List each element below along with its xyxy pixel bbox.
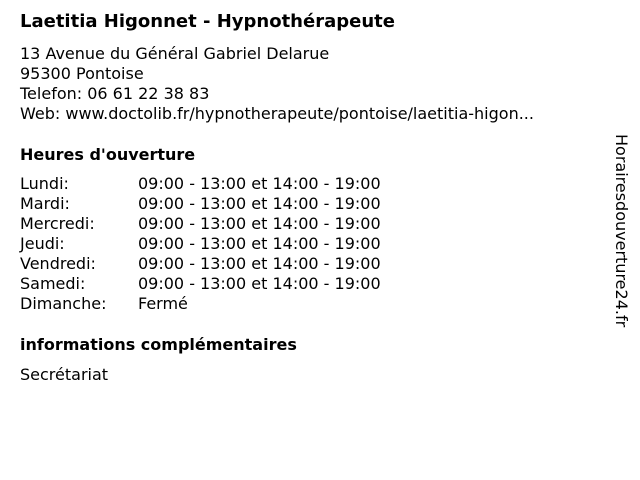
day-label: Dimanche: (20, 294, 107, 313)
time-range: 09:00 - 13:00 et 14:00 - 19:00 (138, 234, 381, 253)
day-label: Jeudi: (20, 234, 65, 253)
time-range: 09:00 - 13:00 et 14:00 - 19:00 (138, 254, 381, 273)
time-range: 09:00 - 13:00 et 14:00 - 19:00 (138, 194, 381, 213)
page-title: Laetitia Higonnet - Hypnothérapeute (20, 11, 395, 32)
day-label: Lundi: (20, 174, 69, 193)
day-label: Samedi: (20, 274, 86, 293)
additional-info-heading: informations complémentaires (20, 335, 297, 354)
hours-row-saturday (20, 274, 440, 294)
street-address: 13 Avenue du Général Gabriel Delarue (20, 44, 330, 63)
additional-info-text: Secrétariat (20, 365, 109, 384)
opening-hours-list (20, 174, 440, 314)
site-watermark: Horairesdouverture24.fr (612, 134, 631, 328)
hours-row-thursday (20, 234, 440, 254)
opening-hours-heading: Heures d'ouverture (20, 145, 196, 164)
hours-row-friday (20, 254, 440, 274)
hours-row-tuesday (20, 194, 440, 214)
city: 95300 Pontoise (20, 64, 144, 83)
hours-row-wednesday (20, 214, 440, 234)
day-label: Mardi: (20, 194, 70, 213)
day-label: Mercredi: (20, 214, 95, 233)
hours-row-monday (20, 174, 440, 194)
hours-row-sunday (20, 294, 440, 314)
website: Web: www.doctolib.fr/hypnotherapeute/pontoise/laetitia-higon... (20, 104, 534, 123)
time-range: Fermé (138, 294, 188, 313)
day-label: Vendredi: (20, 254, 96, 273)
time-range: 09:00 - 13:00 et 14:00 - 19:00 (138, 214, 381, 233)
phone-number: Telefon: 06 61 22 38 83 (20, 84, 210, 103)
time-range: 09:00 - 13:00 et 14:00 - 19:00 (138, 274, 381, 293)
address-block (20, 44, 534, 124)
time-range: 09:00 - 13:00 et 14:00 - 19:00 (138, 174, 381, 193)
